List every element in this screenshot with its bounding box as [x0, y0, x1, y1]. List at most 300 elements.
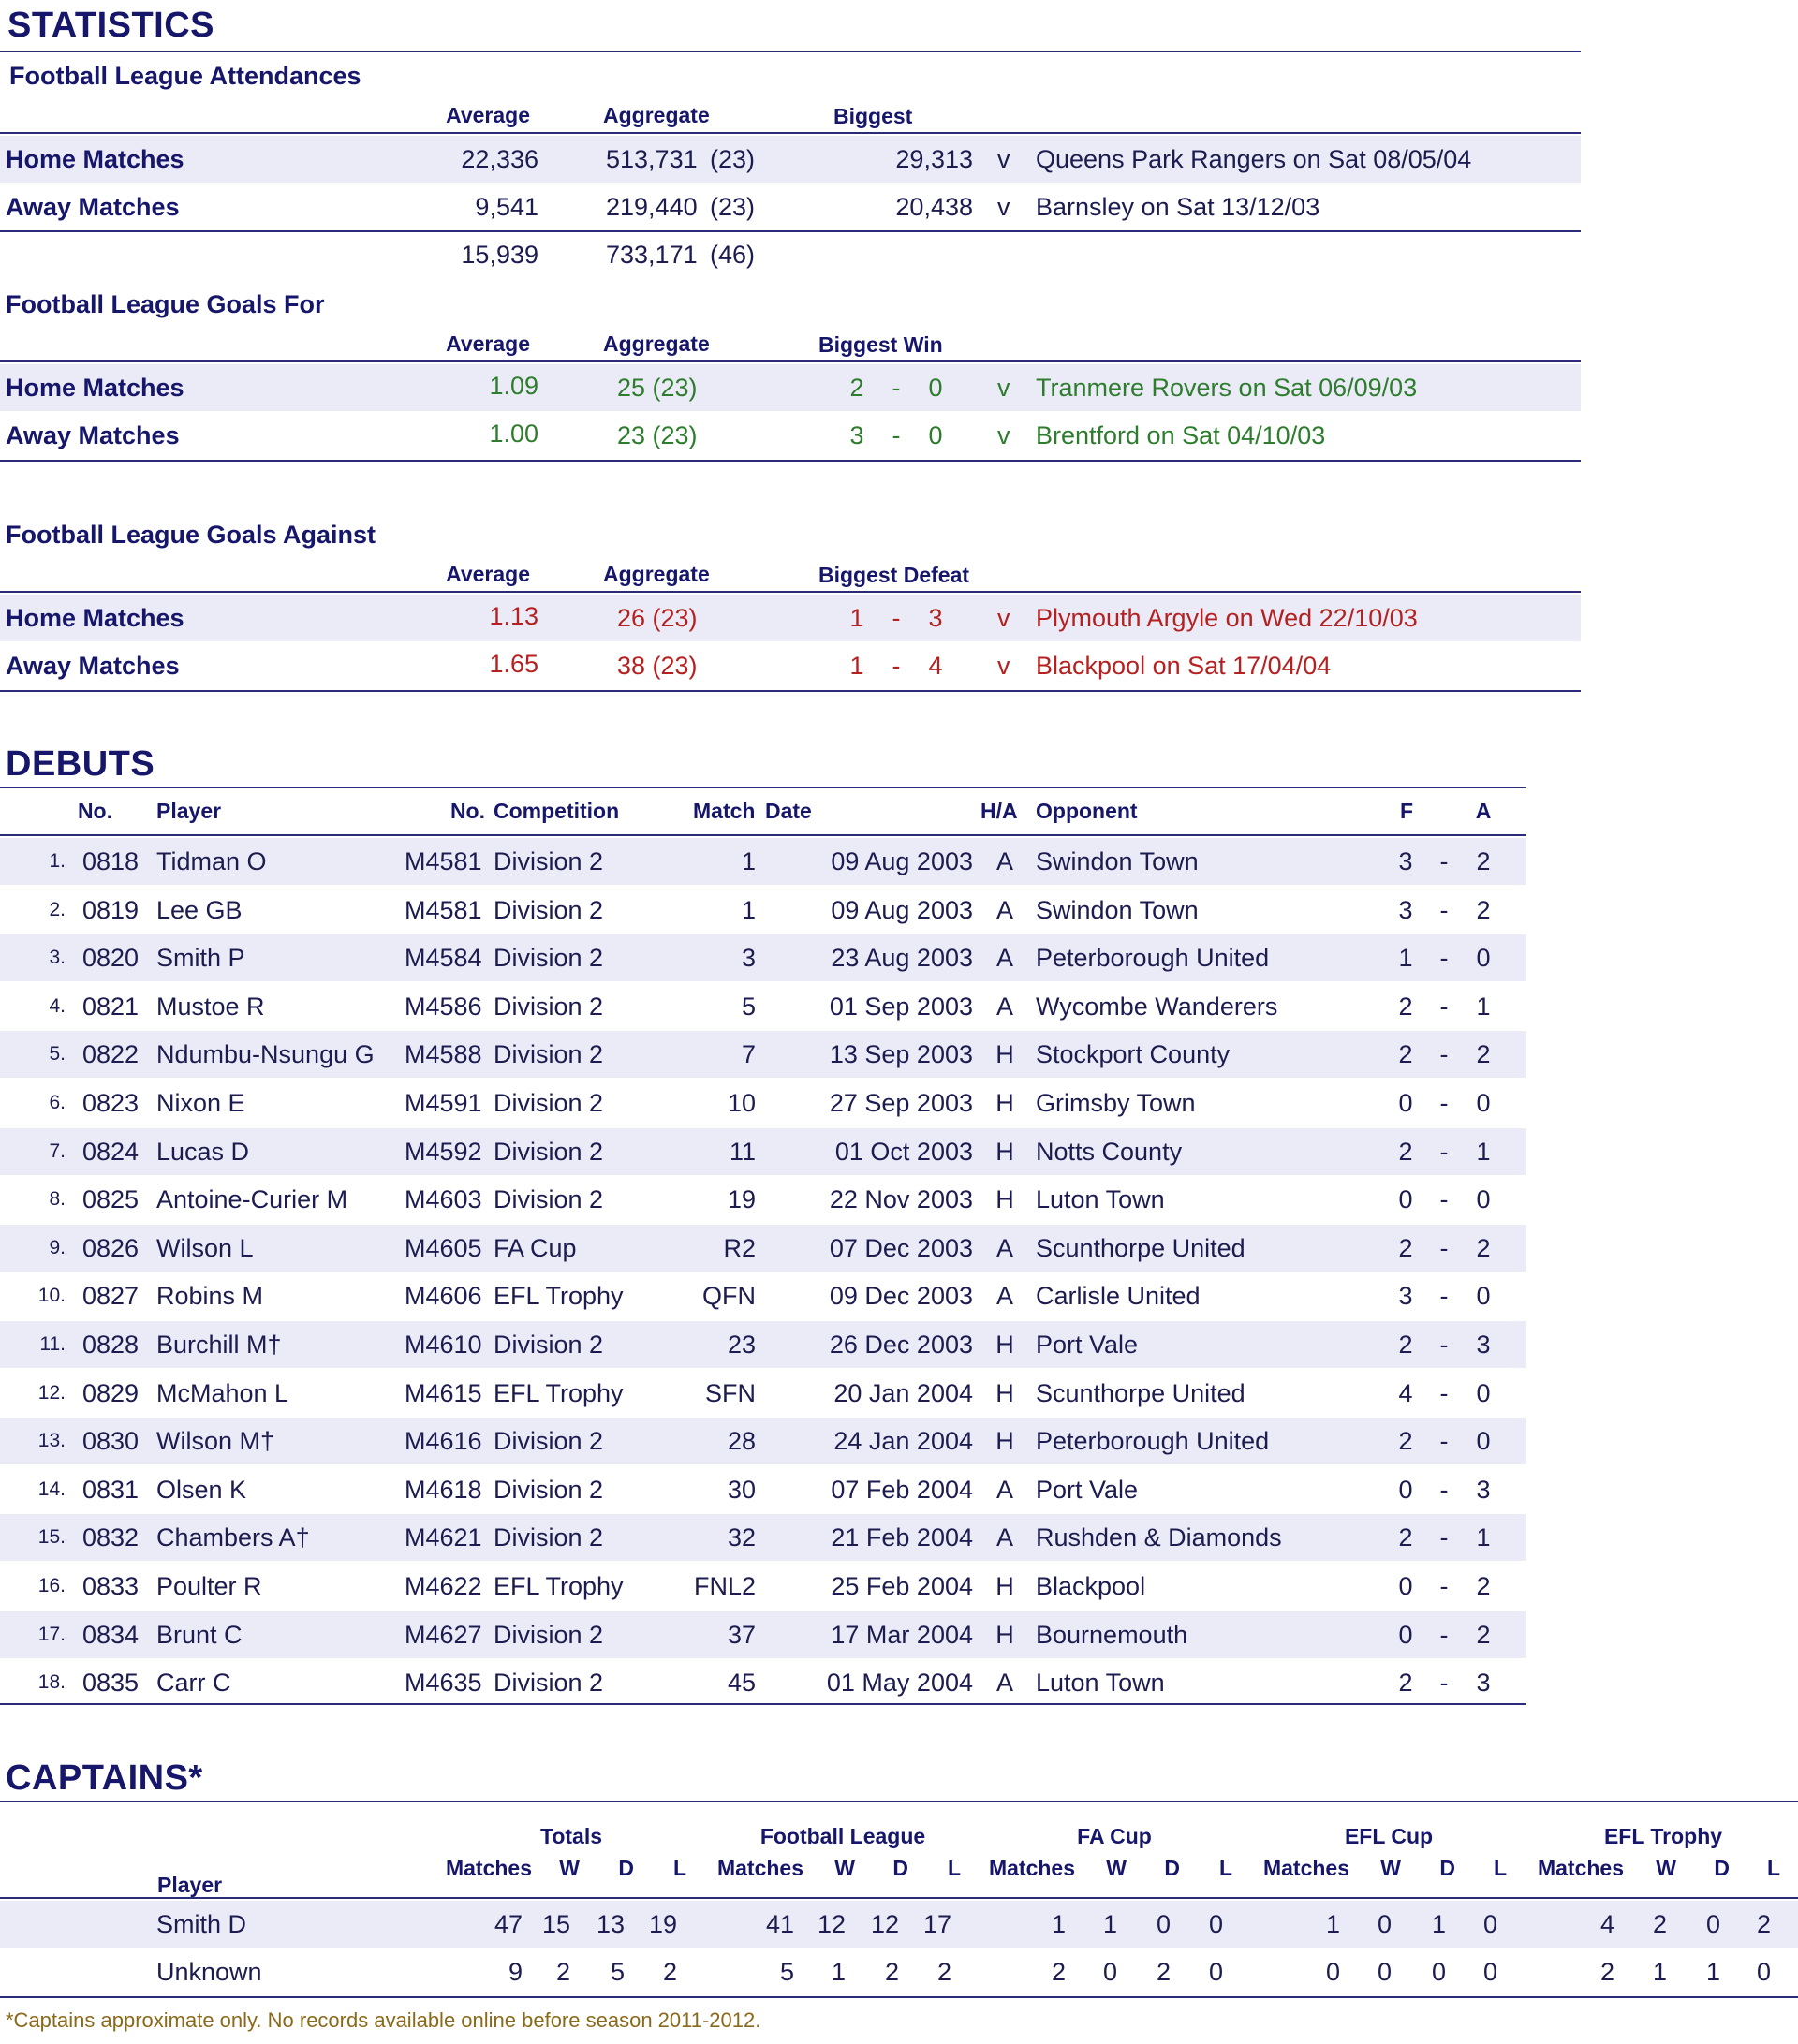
- debut-match: FNL2: [693, 1572, 756, 1600]
- goals_against-v: v: [997, 652, 1010, 680]
- debuts-title-rule: [0, 787, 1526, 788]
- debut-opponent: Rushden & Diamonds: [1036, 1523, 1282, 1552]
- debut-index: 18.: [37, 1671, 66, 1694]
- captain-value: 1: [1051, 1910, 1066, 1938]
- debut-score-against: 1: [1476, 1137, 1491, 1166]
- captain-subheader: D: [1439, 1856, 1455, 1880]
- debut-match: 19: [727, 1185, 756, 1214]
- debut-col-match: Match: [693, 799, 756, 823]
- debut-player-number: 0822: [82, 1040, 140, 1069]
- debut-player-number: 0825: [82, 1185, 140, 1214]
- debut-date: 13 Sep 2003: [829, 1040, 973, 1069]
- debut-match: 30: [727, 1475, 756, 1504]
- debut-col-ha: H/A: [980, 799, 1018, 823]
- debut-score-dash: -: [1439, 1040, 1449, 1069]
- debut-score-for: 2: [1398, 1040, 1413, 1069]
- captain-subheader: D: [1714, 1856, 1730, 1880]
- goals_against-score-for: 1: [849, 604, 864, 632]
- col-aggregate: Aggregate: [603, 331, 710, 356]
- goals_against-title: Football League Goals Against: [6, 521, 376, 549]
- debut-match-number: M4635: [405, 1669, 482, 1698]
- captain-value: 47: [494, 1910, 523, 1938]
- debut-score-against: 2: [1476, 1572, 1491, 1600]
- debut-competition: EFL Trophy: [494, 1572, 624, 1600]
- debut-player-number: 0828: [82, 1331, 140, 1359]
- debut-score-dash: -: [1439, 1282, 1449, 1311]
- captain-subheader: D: [618, 1856, 634, 1880]
- debut-index: 9.: [49, 1236, 66, 1258]
- captain-value: 0: [1325, 1958, 1340, 1986]
- captain-value: 0: [1482, 1910, 1497, 1938]
- attendance-aggregate: 513,731: [606, 145, 698, 173]
- goals_against-header-rule: [0, 591, 1581, 593]
- debut-match-number: M4618: [405, 1475, 482, 1504]
- debut-score-against: 1: [1476, 992, 1491, 1021]
- captain-value: 2: [936, 1958, 951, 1986]
- captain-value: 4: [1599, 1910, 1614, 1938]
- col-aggregate: Aggregate: [603, 562, 710, 586]
- debut-score-dash: -: [1439, 944, 1449, 973]
- attendance-row-label: Home Matches: [6, 145, 184, 173]
- debut-col-no: No.: [77, 799, 112, 823]
- debut-home-away: A: [995, 1475, 1013, 1504]
- debut-match-number: M4588: [405, 1040, 482, 1069]
- captain-value: 5: [779, 1958, 794, 1986]
- captain-group-header: EFL Trophy: [1603, 1824, 1723, 1848]
- captain-value: 0: [1431, 1958, 1446, 1986]
- goals_for-score-against: 0: [928, 421, 943, 449]
- debut-opponent: Port Vale: [1036, 1475, 1139, 1504]
- debut-competition: Division 2: [494, 1620, 604, 1649]
- debut-match-number: M4592: [405, 1137, 482, 1166]
- debut-score-against: 0: [1476, 1089, 1491, 1117]
- captain-subheader: Matches: [445, 1856, 532, 1880]
- debut-competition: Division 2: [494, 1331, 604, 1359]
- captain-subheader: D: [892, 1856, 908, 1880]
- debut-score-for: 2: [1398, 1427, 1413, 1456]
- debut-score-against: 2: [1476, 895, 1491, 924]
- captain-value: 0: [1377, 1910, 1392, 1938]
- col-biggest: Biggest Win: [818, 332, 943, 357]
- debut-home-away: A: [995, 847, 1013, 875]
- debut-index: 5.: [49, 1043, 66, 1066]
- debuts-header-rule: [0, 834, 1526, 836]
- debut-home-away: A: [995, 944, 1013, 973]
- goals_against-score-dash: -: [892, 652, 901, 680]
- debut-score-for: 2: [1398, 1523, 1413, 1552]
- debut-index: 14.: [37, 1478, 66, 1500]
- debut-date: 25 Feb 2004: [831, 1572, 973, 1600]
- goals_for-score-against: 0: [928, 374, 943, 402]
- debut-competition: Division 2: [494, 847, 604, 875]
- debut-player-name: Robins M: [156, 1282, 264, 1311]
- attendance-aggregate: 219,440: [606, 193, 698, 221]
- col-average: Average: [446, 562, 530, 586]
- attendance-title: Football League Attendances: [9, 62, 361, 90]
- captain-value: 0: [1208, 1958, 1223, 1986]
- captain-value: 0: [1377, 1958, 1392, 1986]
- debut-opponent: Swindon Town: [1036, 847, 1199, 875]
- debut-index: 12.: [37, 1381, 66, 1404]
- attendance-detail: Queens Park Rangers on Sat 08/05/04: [1036, 145, 1472, 173]
- captain-subheader: Matches: [988, 1856, 1075, 1880]
- debut-player-name: McMahon L: [156, 1378, 289, 1407]
- attendance-row-label: Away Matches: [6, 193, 180, 221]
- debut-date: 26 Dec 2003: [829, 1331, 973, 1359]
- debut-score-against: 0: [1476, 1282, 1491, 1311]
- attendance-games: (23): [710, 145, 756, 173]
- debut-home-away: A: [995, 1233, 1013, 1262]
- debut-match: 28: [727, 1427, 756, 1456]
- debut-index: 16.: [37, 1575, 66, 1596]
- debut-score-against: 2: [1476, 1040, 1491, 1069]
- attendance-biggest: 20,438: [895, 193, 973, 221]
- debut-match-number: M4605: [405, 1233, 482, 1262]
- debut-home-away: H: [995, 1185, 1014, 1214]
- captains-title: CAPTAINS*: [6, 1758, 203, 1798]
- captains-title-rule: [0, 1801, 1798, 1802]
- debut-date: 22 Nov 2003: [829, 1185, 973, 1214]
- captain-subheader: D: [1164, 1856, 1180, 1880]
- captain-value: 12: [870, 1910, 899, 1938]
- debut-competition: Division 2: [494, 1669, 604, 1698]
- debut-player-number: 0821: [82, 992, 140, 1021]
- debut-match-number: M4591: [405, 1089, 482, 1117]
- debut-match: 3: [741, 944, 756, 973]
- debut-competition: Division 2: [494, 1523, 604, 1552]
- debut-competition: Division 2: [494, 992, 604, 1021]
- debut-score-for: 2: [1398, 1233, 1413, 1262]
- captain-value: 1: [1102, 1910, 1117, 1938]
- captain-value: 2: [1156, 1958, 1171, 1986]
- debut-player-name: Smith P: [156, 944, 245, 973]
- captain-subheader: Matches: [1262, 1856, 1349, 1880]
- goals_against-score-against: 4: [928, 652, 943, 680]
- captain-value: 9: [508, 1958, 523, 1986]
- debut-opponent: Swindon Town: [1036, 895, 1199, 924]
- goals_for-detail: Brentford on Sat 04/10/03: [1036, 421, 1326, 449]
- captain-subheader: W: [1106, 1856, 1127, 1880]
- debut-player-number: 0824: [82, 1137, 140, 1166]
- captain-value: 17: [922, 1910, 951, 1938]
- debut-competition: Division 2: [494, 1185, 604, 1214]
- debut-score-for: 2: [1398, 1137, 1413, 1166]
- debut-competition: Division 2: [494, 895, 604, 924]
- debut-date: 21 Feb 2004: [831, 1523, 973, 1552]
- debut-date: 07 Dec 2003: [829, 1233, 973, 1262]
- debut-score-dash: -: [1439, 1427, 1449, 1456]
- goals_for-bottom-rule: [0, 460, 1581, 462]
- captain-value: 13: [596, 1910, 625, 1938]
- debut-score-dash: -: [1439, 1620, 1449, 1649]
- debut-score-for: 1: [1398, 944, 1413, 973]
- goals_for-aggregate: 25 (23): [617, 374, 698, 402]
- debut-home-away: H: [995, 1040, 1014, 1069]
- debut-competition: Division 2: [494, 944, 604, 973]
- debut-player-name: Tidman O: [156, 847, 267, 875]
- debut-home-away: H: [995, 1427, 1014, 1456]
- debut-opponent: Carlisle United: [1036, 1282, 1201, 1311]
- debut-index: 2.: [49, 898, 66, 920]
- debut-score-against: 0: [1476, 1185, 1491, 1214]
- debut-player-number: 0832: [82, 1523, 140, 1552]
- debut-score-dash: -: [1439, 1137, 1449, 1166]
- debut-match: 10: [727, 1089, 756, 1117]
- debut-date: 09 Dec 2003: [829, 1282, 973, 1311]
- debut-score-for: 2: [1398, 1331, 1413, 1359]
- captain-value: 5: [610, 1958, 625, 1986]
- goals_for-v: v: [997, 421, 1010, 449]
- goals_for-header-rule: [0, 360, 1581, 362]
- debut-score-dash: -: [1439, 1475, 1449, 1504]
- captain-value: 0: [1102, 1958, 1117, 1986]
- attendance-v: v: [997, 193, 1010, 221]
- debut-opponent: Bournemouth: [1036, 1620, 1188, 1649]
- captain-subheader: L: [1218, 1856, 1232, 1880]
- debut-score-dash: -: [1439, 1233, 1449, 1262]
- debut-player-number: 0835: [82, 1669, 140, 1698]
- captain-value: 2: [1051, 1958, 1066, 1986]
- debut-opponent: Peterborough United: [1036, 1427, 1270, 1456]
- debut-match: 7: [741, 1040, 756, 1069]
- debut-score-against: 2: [1476, 1233, 1491, 1262]
- attendance-total-average: 15,939: [461, 241, 538, 269]
- debut-index: 4.: [49, 994, 66, 1017]
- debut-index: 10.: [37, 1285, 66, 1307]
- captain-value: 0: [1208, 1910, 1223, 1938]
- debut-date: 09 Aug 2003: [831, 847, 973, 875]
- statistics-title: STATISTICS: [7, 6, 215, 45]
- debut-score-against: 0: [1476, 1378, 1491, 1407]
- col-biggest: Biggest Defeat: [818, 563, 970, 587]
- captain-value: 1: [1705, 1958, 1720, 1986]
- captain-value: 15: [541, 1910, 570, 1938]
- debut-player-name: Lucas D: [156, 1137, 250, 1166]
- debut-home-away: H: [995, 1572, 1014, 1600]
- debut-score-against: 2: [1476, 847, 1491, 875]
- debut-index: 8.: [49, 1188, 66, 1211]
- captain-value: 0: [1705, 1910, 1720, 1938]
- debut-score-against: 2: [1476, 1620, 1491, 1649]
- debut-home-away: A: [995, 1523, 1013, 1552]
- debut-match: R2: [723, 1233, 756, 1262]
- goals_for-detail: Tranmere Rovers on Sat 06/09/03: [1036, 374, 1418, 402]
- debut-score-dash: -: [1439, 1669, 1449, 1698]
- debut-competition: EFL Trophy: [494, 1282, 624, 1311]
- debut-score-dash: -: [1439, 992, 1449, 1021]
- captain-subheader: L: [1493, 1856, 1507, 1880]
- debut-index: 13.: [37, 1430, 66, 1452]
- debut-score-for: 3: [1398, 895, 1413, 924]
- goals_against-average: 1.13: [489, 602, 538, 630]
- goals_for-score-for: 2: [849, 374, 864, 402]
- goals_for-row-label: Home Matches: [6, 374, 184, 402]
- goals_for-score-dash: -: [892, 421, 901, 449]
- captain-subheader: L: [947, 1856, 961, 1880]
- debut-col-competition: Competition: [494, 799, 620, 823]
- debut-match: 37: [727, 1620, 756, 1649]
- captain-value: 19: [648, 1910, 677, 1938]
- debut-opponent: Luton Town: [1036, 1669, 1165, 1698]
- captain-value: 1: [1652, 1958, 1667, 1986]
- debut-date: 20 Jan 2004: [833, 1378, 973, 1407]
- debut-match-number: M4603: [405, 1185, 482, 1214]
- captain-col-player: Player: [157, 1873, 223, 1897]
- debut-player-name: Poulter R: [156, 1572, 262, 1600]
- attendance-detail: Barnsley on Sat 13/12/03: [1036, 193, 1320, 221]
- debut-competition: Division 2: [494, 1475, 604, 1504]
- debut-score-against: 1: [1476, 1523, 1491, 1552]
- title-rule: [0, 51, 1581, 52]
- debut-score-dash: -: [1439, 1089, 1449, 1117]
- debut-index: 11.: [39, 1333, 66, 1355]
- debut-player-name: Chambers A†: [156, 1523, 310, 1552]
- captain-player: Smith D: [156, 1910, 247, 1938]
- col-aggregate: Aggregate: [603, 103, 710, 127]
- debut-match-number: M4615: [405, 1378, 482, 1407]
- debut-player-name: Olsen K: [156, 1475, 247, 1504]
- captain-subheader: W: [1380, 1856, 1401, 1880]
- debut-player-name: Nixon E: [156, 1089, 245, 1117]
- col-average: Average: [446, 103, 530, 127]
- attendance-header-rule: [0, 132, 1581, 134]
- debut-home-away: A: [995, 1669, 1013, 1698]
- debut-score-for: 3: [1398, 1282, 1413, 1311]
- debut-col-opponent: Opponent: [1036, 799, 1138, 823]
- debut-player-name: Brunt C: [156, 1620, 243, 1649]
- goals_for-score-for: 3: [849, 421, 864, 449]
- captain-value: 1: [1325, 1910, 1340, 1938]
- debut-index: 7.: [49, 1140, 66, 1162]
- debut-score-against: 3: [1476, 1669, 1491, 1698]
- attendance-total-aggregate: 733,171: [606, 241, 698, 269]
- debut-competition: Division 2: [494, 1089, 604, 1117]
- debut-home-away: H: [995, 1137, 1014, 1166]
- goals_against-detail: Blackpool on Sat 17/04/04: [1036, 652, 1332, 680]
- debut-col-date: Date: [765, 799, 812, 823]
- goals_against-row-label: Away Matches: [6, 652, 180, 680]
- debut-match-number: M4606: [405, 1282, 482, 1311]
- debut-col-f: F: [1399, 799, 1414, 823]
- debut-player-number: 0818: [82, 847, 140, 875]
- captain-value: 1: [831, 1958, 846, 1986]
- captain-value: 12: [817, 1910, 846, 1938]
- goals_against-row-label: Home Matches: [6, 604, 184, 632]
- debut-match: SFN: [705, 1378, 756, 1407]
- goals_against-aggregate: 26 (23): [617, 604, 698, 632]
- debut-score-against: 0: [1476, 1427, 1491, 1456]
- captain-subheader: L: [1766, 1856, 1780, 1880]
- debut-match: 11: [729, 1137, 756, 1166]
- goals_for-average: 1.00: [489, 419, 538, 448]
- debut-match-number: M4610: [405, 1331, 482, 1359]
- debut-home-away: H: [995, 1378, 1014, 1407]
- debut-home-away: A: [995, 895, 1013, 924]
- debut-competition: FA Cup: [494, 1233, 577, 1262]
- debut-player-name: Burchill M†: [156, 1331, 282, 1359]
- captains-bottom-rule: [0, 1996, 1798, 1998]
- captains-header-rule: [0, 1897, 1798, 1899]
- captain-value: 2: [1599, 1958, 1614, 1986]
- captain-value: 41: [765, 1910, 794, 1938]
- goals_for-score-dash: -: [892, 374, 901, 402]
- captain-value: 2: [1756, 1910, 1771, 1938]
- goals_against-v: v: [997, 604, 1010, 632]
- debut-player-number: 0833: [82, 1572, 140, 1600]
- debut-opponent: Blackpool: [1036, 1572, 1146, 1600]
- debut-score-dash: -: [1439, 1378, 1449, 1407]
- captain-subheader: W: [1656, 1856, 1676, 1880]
- captain-group-header: EFL Cup: [1344, 1824, 1434, 1848]
- debut-date: 01 Sep 2003: [829, 992, 973, 1021]
- attendance-games: (23): [710, 193, 756, 221]
- captain-value: 0: [1156, 1910, 1171, 1938]
- debut-col-match-no: No.: [450, 799, 485, 823]
- captain-value: 2: [555, 1958, 570, 1986]
- debut-match-number: M4616: [405, 1427, 482, 1456]
- debut-score-against: 3: [1476, 1331, 1491, 1359]
- debut-player-number: 0830: [82, 1427, 140, 1456]
- debut-player-number: 0829: [82, 1378, 140, 1407]
- debut-player-number: 0819: [82, 895, 140, 924]
- debut-score-for: 2: [1398, 992, 1413, 1021]
- debut-opponent: Scunthorpe United: [1036, 1233, 1245, 1262]
- debut-match: QFN: [702, 1282, 756, 1311]
- attendance-average: 22,336: [461, 145, 538, 173]
- col-average: Average: [446, 331, 530, 356]
- debut-opponent: Luton Town: [1036, 1185, 1165, 1214]
- debut-player-number: 0831: [82, 1475, 140, 1504]
- debut-player-number: 0827: [82, 1282, 140, 1311]
- goals_against-score-dash: -: [892, 604, 901, 632]
- captains-footnote: *Captains approximate only. No records available online before season 2011-2012.: [6, 2008, 761, 2032]
- debut-player-number: 0834: [82, 1620, 140, 1649]
- debut-match: 1: [741, 847, 756, 875]
- debut-player-name: Ndumbu-Nsungu G: [156, 1040, 375, 1069]
- debut-match-number: M4581: [405, 895, 482, 924]
- debut-index: 1.: [49, 850, 66, 872]
- captain-value: 2: [1652, 1910, 1667, 1938]
- captain-value: 2: [884, 1958, 899, 1986]
- debut-home-away: H: [995, 1620, 1014, 1649]
- debuts-bottom-rule: [0, 1703, 1526, 1705]
- debut-date: 24 Jan 2004: [833, 1427, 973, 1456]
- debut-score-dash: -: [1439, 1523, 1449, 1552]
- debut-match: 45: [727, 1669, 756, 1698]
- goals_for-v: v: [997, 374, 1010, 402]
- debut-opponent: Peterborough United: [1036, 944, 1270, 973]
- debut-home-away: H: [995, 1089, 1014, 1117]
- debut-player-name: Carr C: [156, 1669, 231, 1698]
- debut-date: 23 Aug 2003: [831, 944, 973, 973]
- debut-col-a: A: [1475, 799, 1492, 823]
- debut-opponent: Wycombe Wanderers: [1036, 992, 1278, 1021]
- debut-opponent: Notts County: [1036, 1137, 1183, 1166]
- captain-value: 1: [1431, 1910, 1446, 1938]
- attendance-biggest: 29,313: [895, 145, 973, 173]
- debut-match-number: M4584: [405, 944, 482, 973]
- attendance-average: 9,541: [475, 193, 538, 221]
- debut-home-away: H: [995, 1331, 1014, 1359]
- debut-opponent: Stockport County: [1036, 1040, 1231, 1069]
- debut-match: 32: [727, 1523, 756, 1552]
- goals_against-bottom-rule: [0, 690, 1581, 692]
- debut-competition: Division 2: [494, 1427, 604, 1456]
- debut-date: 09 Aug 2003: [831, 895, 973, 924]
- goals_for-title: Football League Goals For: [6, 290, 325, 318]
- debut-date: 17 Mar 2004: [831, 1620, 973, 1649]
- debut-score-dash: -: [1439, 1572, 1449, 1600]
